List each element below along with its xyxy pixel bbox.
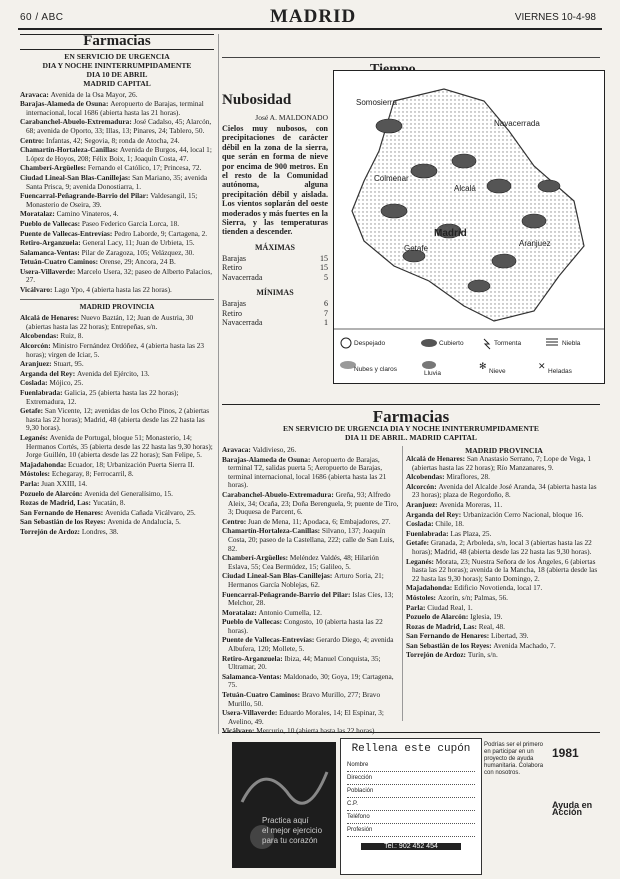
pharmacy-addresses: Infantas, 42; Segovia, 8; ronda de Atocha, 24. <box>46 135 180 145</box>
ad-coupon[interactable] <box>340 738 482 875</box>
pharmacy-addresses: Avenida del Generalísimo, 15. <box>84 488 173 498</box>
farmacias-11-sub-1: EN SERVICIO DE URGENCIA DIA Y NOCHE ININTERRUMPIDAMENTE <box>283 424 539 433</box>
pharmacy-addresses: Orense, 29; Ancora, 24 B. <box>99 257 176 267</box>
pharmacy-area: Carabanchel-Abuelo-Extremadura: <box>222 489 336 499</box>
pharmacy-area: Torrejón de Ardoz: <box>406 650 468 660</box>
pharmacy-entry <box>222 673 400 690</box>
pharmacy-area: Centro: <box>222 516 249 526</box>
min-temps-title: MÍNIMAS <box>256 288 294 298</box>
farmacias-10-sub-3: DIA 10 DE ABRIL <box>86 69 148 79</box>
pharmacy-addresses: Meléndez Valdés, 48; Hilarión Eslava, 55; Cea Bermúdez, 15; Galileo, 5. <box>228 553 379 571</box>
map-label-aranjuez: Aranjuez <box>519 239 551 248</box>
pharmacy-addresses: San Mariano, 35; avenida Santa Prisca, 9; avenida Donostiarra, 1. <box>26 172 208 191</box>
snow-icon: ✻ <box>479 361 487 371</box>
pharmacy-entry <box>222 709 400 726</box>
pharmacy-entry <box>20 379 214 388</box>
pharmacy-entry <box>20 258 214 267</box>
pharmacy-entry <box>20 164 214 173</box>
pharmacy-entry <box>222 691 400 708</box>
pharmacy-addresses: Mójico, 25. <box>49 378 84 388</box>
pharmacy-addresses: Lago Ypo, 4 (abierta hasta las 22 horas). <box>54 285 172 295</box>
pharmacy-area: Retiro-Arganzuela: <box>222 653 285 663</box>
pharmacy-addresses: Ibiza, 44; Manuel Conquista, 35; Ultramar, 20. <box>228 653 381 672</box>
pharmacy-addresses: Congosto, 10 (abierta hasta las 22 horas). <box>228 617 383 635</box>
pharmacy-area: Chamartín-Hortaleza-Canillas: <box>20 145 120 155</box>
legend-cubierto: Cubierto <box>439 340 464 347</box>
coupon-title: Rellena este cupón <box>351 743 471 755</box>
pharmacy-area: Alcobendas: <box>406 472 447 482</box>
pharmacy-entry <box>406 632 602 641</box>
pharmacy-area: Arganda del Rey: <box>20 368 77 378</box>
pharmacy-area: Aranjuez: <box>20 359 54 369</box>
weather-byline: José A. MALDONADO <box>255 113 328 122</box>
pharmacy-addresses: Avenida Machado, 7. <box>493 640 556 650</box>
pharmacy-entry <box>222 572 400 589</box>
pharmacy-entry <box>406 642 602 651</box>
pharmacy-area: Pueblo de Vallecas: <box>20 218 82 228</box>
pharmacy-area: San Fernando de Henares: <box>20 507 106 517</box>
pharmacy-entry <box>20 249 214 258</box>
pharmacy-addresses: Paseo Federico García Lorca, 18. <box>81 218 180 228</box>
pharmacy-addresses: Real, 48. <box>478 621 505 631</box>
frost-icon: ✕ <box>538 361 546 371</box>
pharmacy-area: Moratalaz: <box>222 607 259 617</box>
pharmacy-entry <box>20 314 214 331</box>
pharmacy-entry <box>406 520 602 529</box>
pharmacy-addresses: Juan XXIII, 14. <box>41 478 88 488</box>
pharmacy-addresses: Morata, 23; Nuestra Señora de los Ángeles, 6 (abiertas hasta las 22 horas); avenida de la Mancha, 18 (abierta desde las 22 hasta las 9,30 horas); Santo Domingo, 2. <box>412 556 598 583</box>
pharmacy-entry <box>222 527 400 553</box>
pharmacy-entry <box>406 584 602 593</box>
pharmacy-entry <box>222 655 400 672</box>
rain-icon <box>422 361 436 369</box>
temperature-row <box>222 254 328 264</box>
map-label-colmenar: Colmenar <box>374 174 409 183</box>
pharmacy-area: San Sebastián de los Reyes: <box>20 517 108 527</box>
pharmacy-area: Carabanchel-Abuelo-Extremadura: <box>20 117 134 127</box>
pharmacy-area: Parla: <box>406 602 428 612</box>
pharmacy-entry <box>406 501 602 510</box>
coupon-field[interactable]: C.P. <box>347 798 475 811</box>
pharmacy-area: Majadahonda: <box>406 583 455 593</box>
pharmacy-entry <box>20 192 214 209</box>
pharmacy-addresses: Avenida Cañada Vicálvaro, 25. <box>105 507 196 517</box>
pharmacy-addresses: Camino Vinateros, 4. <box>56 209 119 219</box>
pharmacy-addresses: Ecuador, 18; Urbanización Puerta Sierra II. <box>68 459 195 469</box>
pharmacy-addresses: Maldonado, 30; Goya, 19; Cartagena, 75. <box>228 671 394 690</box>
pharmacy-entry <box>20 461 214 470</box>
pharmacy-addresses: Edificio Novotienda, local 17. <box>454 583 543 593</box>
temperature-value: 15 <box>320 263 328 273</box>
pharmacy-addresses: Miraflores, 28. <box>446 472 490 482</box>
pharmacy-area: Tetuán-Cuatro Caminos: <box>20 257 100 267</box>
pharmacy-addresses: Avenida de Burgos, 44, local 1; López de Hoyos, 208; Félix Boix, 1; Joaquín Costa, 47. <box>26 145 212 163</box>
coupon-field[interactable]: Profesión <box>347 824 475 837</box>
pharmacy-entry <box>222 446 400 455</box>
pharmacy-entry <box>20 518 214 527</box>
pharmacy-area: Salamanca-Ventas: <box>20 247 82 257</box>
pharmacy-entry <box>222 491 400 517</box>
pharmacy-entry <box>20 100 214 117</box>
pharmacy-addresses: Ruiz, 8. <box>60 331 84 341</box>
weather-body: Cielos muy nubosos, con precipitaciones de carácter débil en la zona de la sierra, que serán en forma de nieve por encima de 900 metros. En el resto de la Comunidad autónoma, alguna precipitación débil y aislada. Los vientos soplarán del oeste moderados y más fuertes en la Sierra, y las temperaturas tienden a descender. <box>222 124 328 237</box>
legend-lluvia: Lluvia <box>424 370 441 377</box>
header-title: MADRID <box>270 6 357 27</box>
temperature-place: Retiro <box>222 308 242 318</box>
farmacias-10-sub-1: EN SERVICIO DE URGENCIA <box>64 51 170 61</box>
pharmacy-entry <box>20 146 214 163</box>
pharmacy-addresses: Islas Cíes, 13; Melchor, 28. <box>228 589 394 608</box>
pharmacy-entry <box>20 499 214 508</box>
pharmacy-addresses: Valdesangil, 15; Monasterio de Oseira, 39. <box>26 191 198 209</box>
pharmacy-area: Alcorcón: <box>20 341 53 351</box>
pharmacy-addresses: Avenida del Alcalde José Aranda, 34 (abierta hasta las 23 horas); plaza de Regordoño, 8. <box>412 481 597 500</box>
coupon-phone: Tel.: 902 452 454 <box>361 843 461 850</box>
weather-map <box>333 70 605 384</box>
pharmacy-entry <box>406 530 602 539</box>
ad-image <box>232 742 336 868</box>
pharmacy-addresses: Nuevo Baztán, 12; Juan de Austria, 30 (abiertas hasta las 22 horas); Entrepeñas, s/n. <box>26 313 194 331</box>
min-temps-table <box>222 299 328 328</box>
pharmacy-addresses: Avenida Moreras, 11. <box>439 499 503 509</box>
temperature-row <box>222 318 328 328</box>
pharmacy-area: Usera-Villaverde: <box>20 266 78 276</box>
pharmacy-entry <box>406 539 602 556</box>
pharmacy-addresses: Arturo Soria, 21; Hermanos García Noblejas, 62. <box>228 571 384 589</box>
pharmacy-area: Arganda del Rey: <box>406 509 463 519</box>
pharmacy-area: Pozuelo de Alarcón: <box>20 488 85 498</box>
pharmacy-addresses: Turín, s/n. <box>467 650 498 660</box>
pharmacy-entry <box>20 230 214 239</box>
temperature-place: Barajas <box>222 253 246 263</box>
farmacias-10-sub-4: MADRID CAPITAL <box>83 78 151 88</box>
pharmacy-addresses: Pilar de Zaragoza, 105; Velázquez, 30. <box>81 247 195 257</box>
pharmacy-entry <box>20 91 214 100</box>
pharmacy-entry <box>222 456 400 490</box>
pharmacy-entry <box>20 509 214 518</box>
pharmacy-entry <box>222 618 400 635</box>
farmacias-10-provincia-title: MADRID PROVINCIA <box>20 299 214 312</box>
pharmacy-area: Moratalaz: <box>20 209 57 219</box>
pharmacy-area: Fuenlabrada: <box>406 528 451 538</box>
ad-line-3: para tu corazón <box>262 836 318 845</box>
ad-side-text: Podrías ser el primero en participar en un proyecto de ayuda humanitaria. Colabora con nosotros. <box>484 742 544 776</box>
temperature-place: Navacerrada <box>222 272 263 282</box>
pharmacy-entry <box>20 434 214 460</box>
weather-map-svg <box>334 71 604 383</box>
pharmacy-entry <box>406 483 602 500</box>
pharmacy-entry <box>406 613 602 622</box>
pharmacy-area: Getafe: <box>20 406 45 416</box>
weather-headline: Nubosidad <box>222 92 292 108</box>
legend-niebla: Niebla <box>562 340 581 347</box>
temperature-row <box>222 309 328 319</box>
map-label-madrid: Madrid <box>434 228 467 239</box>
pharmacy-area: Aranjuez: <box>406 499 440 509</box>
pharmacy-entry <box>406 604 602 613</box>
ad-rule <box>222 732 600 733</box>
pharmacy-addresses: Iglesia, 19. <box>470 612 503 622</box>
pharmacy-addresses: Silvano, 137; Joaquín Costa, 20; paseo de la Castellana, 222; calle de San Luis, 82. <box>228 526 395 553</box>
pharmacy-addresses: Fernando el Católico, 17; Princesa, 72. <box>87 163 202 173</box>
pharmacy-addresses: Libertad, 39. <box>491 631 529 641</box>
pharmacy-addresses: Marcelo Usera, 32; paseo de Alberto Palacios, 27. <box>26 266 213 285</box>
coupon-field[interactable]: Nombre <box>347 759 475 772</box>
temperature-value: 15 <box>320 253 328 263</box>
pharmacy-entry <box>20 137 214 146</box>
ad-side <box>484 742 600 872</box>
pharmacy-area: San Fernando de Henares: <box>406 631 492 641</box>
pharmacy-entry <box>406 473 602 482</box>
pharmacy-entry <box>406 651 602 660</box>
pharmacy-area: Majadahonda: <box>20 459 69 469</box>
pharmacy-addresses: General Lacy, 11; Juan de Urbieta, 15. <box>82 238 195 248</box>
max-temps-title: MÁXIMAS <box>255 242 295 252</box>
pharmacy-entry <box>20 268 214 285</box>
pharmacy-entry <box>406 511 602 520</box>
pharmacy-addresses: Azorín, s/n; Palmas, 56. <box>437 592 508 602</box>
pharmacy-area: Alcalá de Henares: <box>20 313 81 323</box>
pharmacy-entry <box>20 220 214 229</box>
legend-nubes-claros: Nubes y claros <box>354 366 397 373</box>
farmacias-11-provincia <box>406 446 602 726</box>
pharmacy-entry <box>20 174 214 191</box>
ad-line-1: Practica aquí <box>262 816 309 825</box>
pharmacy-addresses: Antonio Cumella, 12. <box>258 607 322 617</box>
pharmacy-area: Ciudad Lineal-San Blas-Canillejas: <box>222 571 335 581</box>
map-label-navacerrada: Navacerrada <box>494 119 540 128</box>
pharmacy-entry <box>222 591 400 608</box>
pharmacy-entry <box>20 332 214 341</box>
pharmacy-area: Retiro-Arganzuela: <box>20 238 83 248</box>
pharmacy-area: Tetuán-Cuatro Caminos: <box>222 690 302 700</box>
pharmacy-addresses: Galicia, 25 (abierta hasta las 22 horas); Extremadura, 12. <box>26 388 179 406</box>
temperature-place: Navacerrada <box>222 318 263 328</box>
pharmacy-area: Chamartín-Hortaleza-Canillas: <box>222 526 322 536</box>
pharmacy-area: Puente de Vallecas-Entrevías: <box>20 228 115 238</box>
pharmacy-area: Chamberí-Argüelles: <box>20 163 88 173</box>
ad-dark-panel <box>232 742 336 868</box>
coupon-field[interactable]: Teléfono <box>347 811 475 824</box>
map-label-getafe: Getafe <box>404 244 429 253</box>
pharmacy-area: Ciudad Lineal-San Blas-Canillejas: <box>20 172 133 182</box>
pharmacy-addresses: Echegaray, 8; Ferrocarril, 8. <box>51 469 134 479</box>
legend-heladas: Heladas <box>548 368 572 375</box>
pharmacy-addresses: Greña, 93; Alfredo Aleix, 34; Ocaña, 23; Doña Berenguela, 9; puente de Tiro, 3; Duquesa de Parcent, 6. <box>228 489 399 517</box>
pharmacy-entry <box>20 528 214 537</box>
pharmacy-area: Getafe: <box>406 538 431 548</box>
pharmacy-area: Pozuelo de Alarcón: <box>406 612 471 622</box>
temperature-value: 5 <box>324 272 328 282</box>
tiempo-rule <box>222 57 600 58</box>
pharmacy-addresses: Avenida de Portugal, bloque 51; Monasterio, 14; Hermanos Cortés, 35 (abierta desde las 22 hasta las 9,30 horas); Jorge Guillén, 10 (abierta desde las 22 horas); San Felipe, 5. <box>26 432 213 460</box>
temperature-row <box>222 273 328 283</box>
temperature-row <box>222 263 328 273</box>
ad-line-2: el mejor ejercicio <box>262 826 323 835</box>
pharmacy-addresses: Yucatán, 8. <box>92 498 126 508</box>
pharmacy-entry <box>20 360 214 369</box>
legend-tormenta: Tormenta <box>494 340 522 347</box>
ad-year: 1981 <box>552 746 579 760</box>
coupon-field[interactable]: Dirección <box>347 772 475 785</box>
pharmacy-addresses: Aeropuerto de Barajas, terminal internacional, local 1686 (abierta hasta las 21 horas). <box>26 99 204 117</box>
pharmacy-addresses: Stuart, 95. <box>53 359 84 369</box>
pharmacy-addresses: Granada, 2; Arboleda, s/n, local 3 (abiertas hasta las 22 horas); Madrid, 48 (abierta desde las 22 hasta las 9,30 horas). <box>412 538 592 556</box>
pharmacy-entry <box>20 490 214 499</box>
pharmacy-addresses: Ciudad Real, 1. <box>427 602 473 612</box>
pharmacy-entry <box>20 239 214 248</box>
pharmacy-area: Torrejón de Ardoz: <box>20 526 82 536</box>
farmacias-11-title: Farmacias <box>222 404 600 427</box>
pharmacy-addresses: Urbanización Cerro Nacional, bloque 16. <box>462 509 584 519</box>
pharmacy-addresses: Bravo Murillo, 277; Bravo Murillo, 50. <box>228 690 381 708</box>
farmacias-10-provincia-list <box>20 314 214 536</box>
farmacias-10-sub-2: DIA Y NOCHE ININTERRUMPIDAMENTE <box>42 60 192 70</box>
weather-article <box>222 92 328 392</box>
pharmacy-area: Vicálvaro: <box>20 285 55 295</box>
farmacias-11-divider <box>402 446 403 721</box>
farmacias-11-sub-2: DIA 11 DE ABRIL. MADRID CAPITAL <box>345 433 477 442</box>
pharmacy-addresses: Valdivieso, 26. <box>252 445 297 454</box>
header-date: VIERNES 10-4-98 <box>514 12 596 23</box>
pharmacy-area: Fuencarral-Peñagrande-Barrio del Pilar: <box>222 589 353 599</box>
map-label-alcala: Alcalá <box>454 184 476 193</box>
legend-despejado: Despejado <box>354 340 386 347</box>
pharmacy-entry <box>20 480 214 489</box>
pharmacy-addresses: Chile, 18. <box>435 519 464 529</box>
pharmacy-area: San Sebastián de los Reyes: <box>406 640 494 650</box>
pharmacy-area: Fuencarral-Peñagrande-Barrio del Pilar: <box>20 191 151 201</box>
temperature-row <box>222 299 328 309</box>
pharmacy-area: Coslada: <box>20 378 50 388</box>
pharmacy-entry <box>406 455 602 472</box>
pharmacy-entry <box>406 558 602 584</box>
pharmacy-addresses: Juan de Mena, 11; Apodaca, 6; Embajadores, 27. <box>248 516 391 526</box>
temperature-value: 6 <box>324 299 328 309</box>
pharmacy-area: Puente de Vallecas-Entrevías: <box>222 635 317 645</box>
pharmacy-area: Salamanca-Ventas: <box>222 671 284 681</box>
pharmacy-area: Coslada: <box>406 519 436 529</box>
pharmacy-addresses: Ministro Fernández Ordóñez, 4 (abierta hasta las 23 horas); virgen de Iciar, 5. <box>26 341 205 359</box>
farmacias-10-column <box>20 34 214 874</box>
pharmacy-entry <box>20 342 214 359</box>
pharmacy-area: Vicálvaro: <box>222 726 257 736</box>
pharmacy-addresses: Las Plaza, 25. <box>450 528 492 538</box>
pharmacy-entry <box>222 636 400 653</box>
pharmacy-area: Centro: <box>20 135 47 145</box>
pharmacy-addresses: Eduardo Morales, 14; El Espinar, 3; Avelino, 49. <box>228 708 384 726</box>
pharmacy-entry <box>20 407 214 433</box>
pharmacy-area: Móstoles: <box>406 592 438 602</box>
temperature-place: Barajas <box>222 299 246 309</box>
pharmacy-area: Fuenlabrada: <box>20 388 65 397</box>
pharmacy-addresses: San Vicente, 12; avenidas de los Ocho Pinos, 2 (abiertas hasta las 22 horas); Madrid, 48 (abierta desde las 22 hasta las 9,30 horas). <box>26 406 210 433</box>
pharmacy-addresses: Aeropuerto de Barajas, terminal T2, salidas puerta 5; Aeropuerto de Barajas, terminal internacional, local 1686 (abierta hasta las 21 horas). <box>228 454 387 490</box>
temperature-value: 1 <box>324 318 328 328</box>
cloud-icon <box>421 339 437 347</box>
pharmacy-entry <box>406 623 602 632</box>
pharmacy-addresses: Mercurio, 10 (abierta hasta las 22 horas). <box>256 726 377 736</box>
farmacias-11-capital-list <box>222 445 400 736</box>
pharmacy-area: Alcalá de Henares: <box>406 454 467 463</box>
pharmacy-area: Alcorcón: <box>406 481 439 491</box>
pharmacy-addresses: Avenida de la Osa Mayor, 26. <box>50 89 138 99</box>
pharmacy-area: Leganés: <box>20 432 50 442</box>
map-label-somosierra: Somosierra <box>356 98 397 107</box>
pharmacy-area: Móstoles: <box>20 469 52 479</box>
pharmacy-area: Aravaca: <box>222 445 253 454</box>
max-temps-table <box>222 254 328 283</box>
pharmacy-entry <box>20 370 214 379</box>
pharmacy-area: Chamberí-Argüelles: <box>222 553 290 563</box>
pharmacy-area: Rozas de Madrid, Las: <box>406 621 479 631</box>
coupon-field[interactable]: Población <box>347 785 475 798</box>
pharmacy-area: Usera-Villaverde: <box>222 708 280 718</box>
pharmacy-entry <box>20 470 214 479</box>
pharmacy-addresses: Avenida de Andalucía, 5. <box>107 517 181 527</box>
pharmacy-area: Leganés: <box>406 556 436 566</box>
pharmacy-area: Alcobendas: <box>20 331 61 341</box>
pharmacy-area: Parla: <box>20 478 42 488</box>
pharmacy-addresses: Pedro Laborde, 9; Cartagena, 2. <box>114 228 208 238</box>
pharmacy-entry <box>222 609 400 618</box>
pharmacy-addresses: Gerardo Diego, 4; avenida Albufera, 120; Mollete, 5. <box>228 635 394 654</box>
farmacias-10-list <box>20 91 214 295</box>
pharmacy-entry <box>222 554 400 571</box>
farmacias-11-provincia-title: MADRID PROVINCIA <box>465 446 543 455</box>
temperature-place: Retiro <box>222 263 242 273</box>
pharmacy-entry <box>222 518 400 527</box>
header-section-label: 60 / ABC <box>20 12 64 23</box>
pharmacy-entry <box>20 118 214 135</box>
pharmacy-area: Rozas de Madrid, Las: <box>20 498 93 508</box>
pharmacy-addresses: Londres, 38. <box>81 526 119 536</box>
ad-brand: Ayuda en Acción <box>552 800 593 817</box>
pharmacy-entry <box>20 210 214 219</box>
pharmacy-entry <box>20 286 214 295</box>
temperature-value: 7 <box>324 308 328 318</box>
pharmacy-area: Aravaca: <box>20 89 51 99</box>
pharmacy-addresses: Avenida del Ejército, 13. <box>76 368 150 378</box>
column-divider <box>218 34 219 734</box>
pharmacy-addresses: San Anastasio Serrano, 7; Lope de Vega, 1 (abiertas hasta las 22 horas); Río Manzanares, 9. <box>412 454 591 472</box>
pharmacy-area: Barajas-Alameda de Osuna: <box>222 454 313 464</box>
legend-nieve: Nieve <box>489 368 506 375</box>
farmacias-10-title: Farmacias <box>20 34 214 50</box>
pharmacy-area: Barajas-Alameda de Osuna: <box>20 99 111 109</box>
pharmacy-addresses: José Cadalso, 45; Alarcón, 68; avenida de Oporto, 33; Illas, 13; Pinares, 24; Tablero, 50. <box>26 117 212 135</box>
header-rule <box>18 28 602 30</box>
pharmacy-entry <box>406 594 602 603</box>
pharmacy-area: Pueblo de Vallecas: <box>222 617 284 627</box>
pharmacy-entry <box>20 389 214 406</box>
